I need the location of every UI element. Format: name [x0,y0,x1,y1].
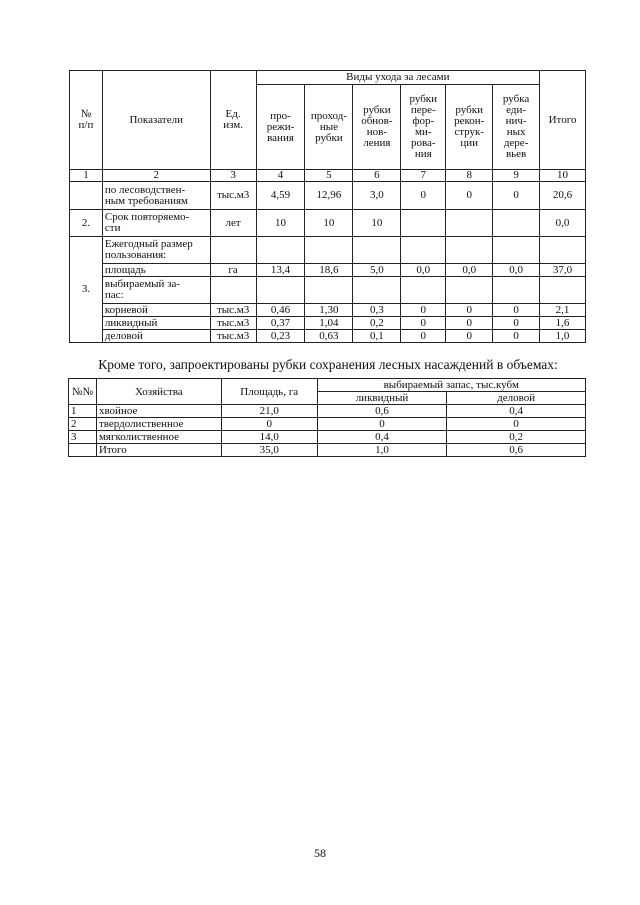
empty-cell [353,277,401,304]
cell-value: 18,6 [305,264,353,277]
empty-cell [401,277,446,304]
cell-value: 0,37 [256,317,305,330]
cell-value: 0,46 [256,304,305,317]
cell-value: 5,0 [353,264,401,277]
header-type-passage: проход- ные рубки [305,85,353,170]
row-business: 0,2 [447,431,586,444]
cell-value: 10 [305,210,353,237]
row-business: 0,6 [447,444,586,457]
row-farm: мягколиственное [96,431,221,444]
cell-value: 1,04 [305,317,353,330]
table-row [69,444,586,457]
cell-value: 0,0 [493,264,540,277]
header-type-reformation: рубки пере- фор- ми- рова- ния [401,85,446,170]
col-number: 1 [70,170,103,182]
header-num: № п/п [70,71,103,170]
header-types-group: Виды ухода за лесами [256,71,539,85]
header-type-renewal: рубки обнов- нов- ления [353,85,401,170]
row-area: 0 [221,418,317,431]
header-area: Площадь, га [221,379,317,405]
cell-total: 20,6 [540,182,586,210]
header-indicators: Показатели [102,71,210,170]
cell-value: 4,59 [256,182,305,210]
row-num [69,444,97,457]
cell-value: 0 [446,317,493,330]
row-farm: твердолиственное [96,418,221,431]
cell-value: 1,30 [305,304,353,317]
table-row [70,237,586,264]
row-num: 2. [70,210,103,237]
row-unit: га [210,264,256,277]
table-row [70,330,586,343]
cell-value [401,210,446,237]
table-row [70,210,586,237]
row-label: корневой [102,304,210,317]
col-number: 2 [102,170,210,182]
cell-total: 1,6 [540,317,586,330]
row-num: 3 [69,431,97,444]
header-type-single-trees: рубка еди- нич- ных дере- вьев [493,85,540,170]
row-num [70,182,103,210]
table-row [70,182,586,210]
table-row [69,431,586,444]
cell-value: 12,96 [305,182,353,210]
table-row [69,418,586,431]
header-type-reconstruction: рубки рекон- струк- ции [446,85,493,170]
empty-cell [305,237,353,264]
row-label: деловой [102,330,210,343]
cell-value: 0 [493,317,540,330]
cell-value: 0 [401,330,446,343]
empty-cell [256,277,305,304]
col-number: 9 [493,170,540,182]
empty-cell [493,277,540,304]
cell-value: 0 [401,182,446,210]
col-number: 3 [210,170,256,182]
cell-value: 0 [446,330,493,343]
col-number: 5 [305,170,353,182]
cell-value: 0 [446,304,493,317]
empty-cell [305,277,353,304]
row-liquid: 0 [317,418,447,431]
col-number: 8 [446,170,493,182]
page-number: 58 [314,846,326,860]
cell-value: 0,23 [256,330,305,343]
col-number: 6 [353,170,401,182]
table-row [69,405,586,418]
row-label: площадь [102,264,210,277]
empty-cell [540,237,586,264]
cell-total: 37,0 [540,264,586,277]
table2-caption: Кроме того, запроектированы рубки сохранения лесных насаждений в объемах: [98,357,558,372]
row-area: 14,0 [221,431,317,444]
empty-cell [210,237,256,264]
empty-cell [353,237,401,264]
table-row [70,277,586,304]
row-farm: хвойное [96,405,221,418]
cell-value: 0,1 [353,330,401,343]
cell-value: 0,0 [401,264,446,277]
row-num: 2 [69,418,97,431]
forest-care-table [69,70,586,343]
row-label: выбираемый за- пас: [102,277,210,304]
cell-total: 0,0 [540,210,586,237]
table-row [70,317,586,330]
cell-value: 3,0 [353,182,401,210]
row-unit: тыс.м3 [210,182,256,210]
empty-cell [401,237,446,264]
cell-value: 0 [493,330,540,343]
col-number: 10 [540,170,586,182]
header-farm: Хозяйства [96,379,221,405]
cell-value: 0,0 [446,264,493,277]
cell-value: 0,63 [305,330,353,343]
row-liquid: 1,0 [317,444,447,457]
cell-value: 13,4 [256,264,305,277]
row-area: 35,0 [221,444,317,457]
header-liquid: ликвидный [317,392,447,405]
table-row [70,264,586,277]
row-farm: Итого [96,444,221,457]
empty-cell [210,277,256,304]
row-num: 1 [69,405,97,418]
row-label: Срок повторяемо- сти [102,210,210,237]
conservation-cuts-table [68,378,586,457]
row-label: Ежегодный размер пользования: [102,237,210,264]
cell-total: 2,1 [540,304,586,317]
empty-cell [446,277,493,304]
empty-cell [493,237,540,264]
row-liquid: 0,4 [317,431,447,444]
header-unit: Ед. изм. [210,71,256,170]
cell-value: 0 [493,182,540,210]
row-label: по лесоводствен- ным требованиям [102,182,210,210]
row-business: 0 [447,418,586,431]
empty-cell [540,277,586,304]
cell-value: 10 [256,210,305,237]
row-liquid: 0,6 [317,405,447,418]
row-unit: тыс.м3 [210,304,256,317]
header-type-thinning: про- режи- вания [256,85,305,170]
cell-total: 1,0 [540,330,586,343]
empty-cell [446,237,493,264]
cell-value: 0 [401,304,446,317]
cell-value: 0 [493,304,540,317]
cell-value: 0,2 [353,317,401,330]
empty-cell [256,237,305,264]
row-unit: лет [210,210,256,237]
cell-value: 10 [353,210,401,237]
row-area: 21,0 [221,405,317,418]
col-number: 4 [256,170,305,182]
row-label: ликвидный [102,317,210,330]
cell-value [493,210,540,237]
row-unit: тыс.м3 [210,317,256,330]
col-number: 7 [401,170,446,182]
row-business: 0,4 [447,405,586,418]
header-stock: выбираемый запас, тыс.кубм [317,379,585,392]
cell-value: 0 [401,317,446,330]
row-unit: тыс.м3 [210,330,256,343]
cell-value [446,210,493,237]
header-business: деловой [447,392,586,405]
header-total: Итого [540,71,586,170]
table-row [70,304,586,317]
cell-value: 0,3 [353,304,401,317]
cell-value: 0 [446,182,493,210]
row-num: 3. [70,237,103,343]
header-num: №№ [69,379,97,405]
